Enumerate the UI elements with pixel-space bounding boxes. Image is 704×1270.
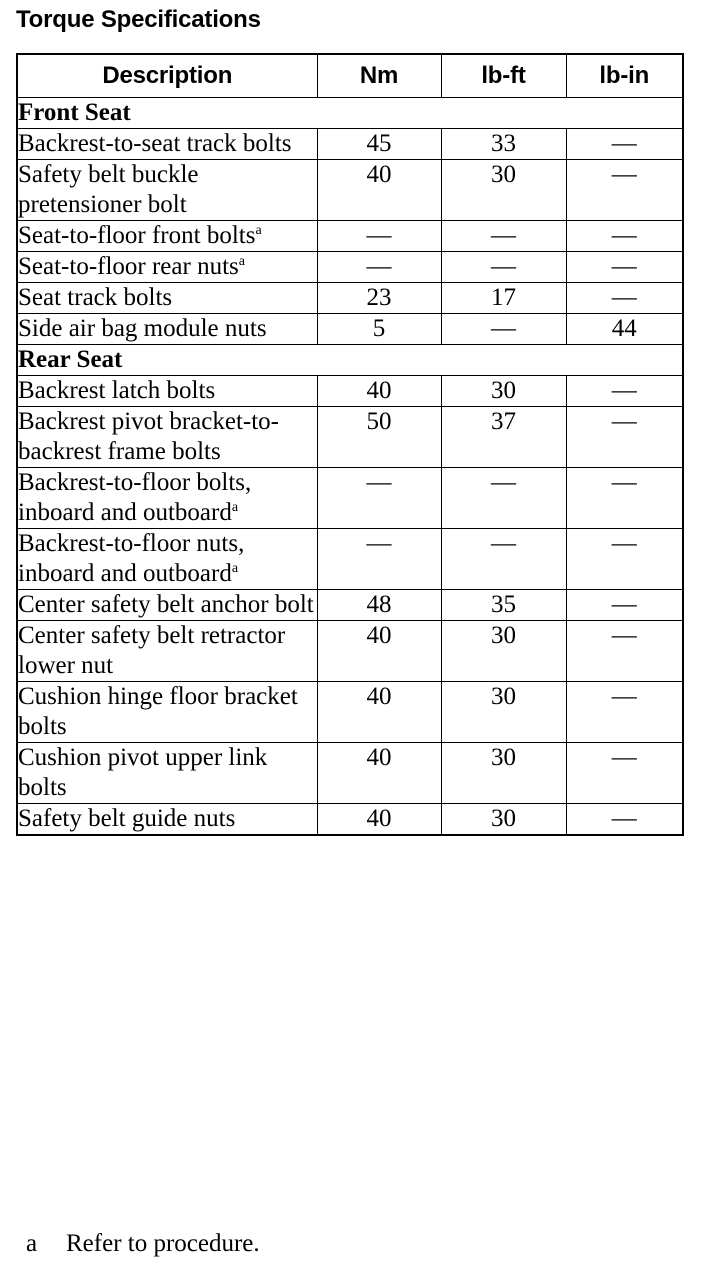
description-text: Backrest pivot bracket-to-backrest frame bolts (18, 408, 280, 465)
table-row (17, 221, 683, 252)
cell-nm: 40 (317, 804, 441, 836)
description-text: Backrest-to-floor nuts, inboard and outboard (18, 530, 245, 587)
cell-lb-in: — (566, 252, 683, 283)
footnote (26, 1230, 260, 1258)
cell-lb-ft: 30 (441, 621, 566, 682)
cell-lb-in: — (566, 621, 683, 682)
footnote-marker: a (231, 500, 239, 515)
cell-description (17, 252, 317, 283)
torque-spec-table (16, 53, 684, 836)
description-text: Side air bag module nuts (18, 315, 267, 342)
cell-description (17, 590, 317, 621)
header-lb-in: lb-in (566, 54, 683, 98)
cell-nm: 40 (317, 376, 441, 407)
cell-lb-ft: 30 (441, 743, 566, 804)
table-row (17, 376, 683, 407)
table-row (17, 283, 683, 314)
table-row (17, 682, 683, 743)
header-lb-ft: lb-ft (441, 54, 566, 98)
cell-description (17, 221, 317, 252)
cell-description (17, 743, 317, 804)
cell-description (17, 468, 317, 529)
cell-description (17, 621, 317, 682)
section-row (17, 98, 683, 129)
description-text: Safety belt buckle pretensioner bolt (18, 161, 199, 218)
table-row (17, 129, 683, 160)
cell-lb-ft: 35 (441, 590, 566, 621)
cell-nm: — (317, 468, 441, 529)
cell-nm: — (317, 252, 441, 283)
table-row (17, 804, 683, 836)
cell-lb-ft: — (441, 221, 566, 252)
table-body (17, 98, 683, 836)
cell-lb-in: — (566, 804, 683, 836)
header-description: Description (17, 54, 317, 98)
footnote-mark: a (26, 1230, 38, 1257)
cell-lb-ft: 37 (441, 407, 566, 468)
cell-nm: — (317, 221, 441, 252)
cell-lb-ft: 30 (441, 376, 566, 407)
cell-nm: 5 (317, 314, 441, 345)
cell-description (17, 283, 317, 314)
cell-lb-in: — (566, 376, 683, 407)
cell-lb-in: — (566, 129, 683, 160)
cell-lb-in: 44 (566, 314, 683, 345)
cell-lb-ft: 30 (441, 804, 566, 836)
description-text: Cushion pivot upper link bolts (18, 744, 268, 801)
description-text: Center safety belt retractor lower nut (18, 622, 286, 679)
cell-nm: 50 (317, 407, 441, 468)
cell-description (17, 682, 317, 743)
cell-nm: — (317, 529, 441, 590)
cell-lb-ft: 30 (441, 682, 566, 743)
description-text: Backrest-to-floor bolts, inboard and outboard (18, 469, 252, 526)
cell-description (17, 129, 317, 160)
header-nm: Nm (317, 54, 441, 98)
cell-nm: 23 (317, 283, 441, 314)
cell-description (17, 160, 317, 221)
cell-lb-ft: — (441, 529, 566, 590)
cell-lb-in: — (566, 468, 683, 529)
table-row (17, 252, 683, 283)
description-text: Backrest latch bolts (18, 377, 216, 404)
description-text: Backrest-to-seat track bolts (18, 130, 292, 157)
table-row (17, 590, 683, 621)
cell-description (17, 804, 317, 836)
cell-lb-ft: — (441, 468, 566, 529)
cell-lb-in: — (566, 407, 683, 468)
section-heading: Front Seat (17, 98, 683, 129)
description-text: Seat track bolts (18, 284, 173, 311)
cell-lb-in: — (566, 221, 683, 252)
section-row (17, 345, 683, 376)
table-row (17, 407, 683, 468)
cell-lb-ft: 17 (441, 283, 566, 314)
cell-description (17, 529, 317, 590)
table-row (17, 743, 683, 804)
table-row (17, 160, 683, 221)
description-text: Safety belt guide nuts (18, 805, 236, 832)
description-text: Cushion hinge floor bracket bolts (18, 683, 298, 740)
table-row (17, 468, 683, 529)
table-row (17, 621, 683, 682)
cell-lb-ft: — (441, 314, 566, 345)
cell-lb-in: — (566, 590, 683, 621)
footnote-text: Refer to procedure. (66, 1230, 260, 1257)
page-title: Torque Specifications (16, 6, 261, 33)
cell-lb-ft: — (441, 252, 566, 283)
cell-lb-in: — (566, 283, 683, 314)
cell-nm: 45 (317, 129, 441, 160)
description-text: Seat-to-floor front bolts (18, 222, 256, 249)
cell-nm: 48 (317, 590, 441, 621)
table-header-row (17, 54, 683, 98)
cell-lb-in: — (566, 529, 683, 590)
footnote-marker: a (238, 254, 245, 269)
footnote-marker: a (231, 561, 239, 576)
section-heading: Rear Seat (17, 345, 683, 376)
cell-nm: 40 (317, 621, 441, 682)
cell-lb-in: — (566, 743, 683, 804)
cell-nm: 40 (317, 682, 441, 743)
footnote-marker: a (255, 223, 262, 238)
cell-lb-in: — (566, 160, 683, 221)
cell-nm: 40 (317, 743, 441, 804)
cell-nm: 40 (317, 160, 441, 221)
cell-description (17, 314, 317, 345)
cell-description (17, 407, 317, 468)
cell-lb-ft: 30 (441, 160, 566, 221)
cell-lb-in: — (566, 682, 683, 743)
table-row (17, 314, 683, 345)
cell-lb-ft: 33 (441, 129, 566, 160)
description-text: Seat-to-floor rear nuts (18, 253, 239, 280)
description-text: Center safety belt anchor bolt (18, 591, 314, 618)
table-row (17, 529, 683, 590)
cell-description (17, 376, 317, 407)
